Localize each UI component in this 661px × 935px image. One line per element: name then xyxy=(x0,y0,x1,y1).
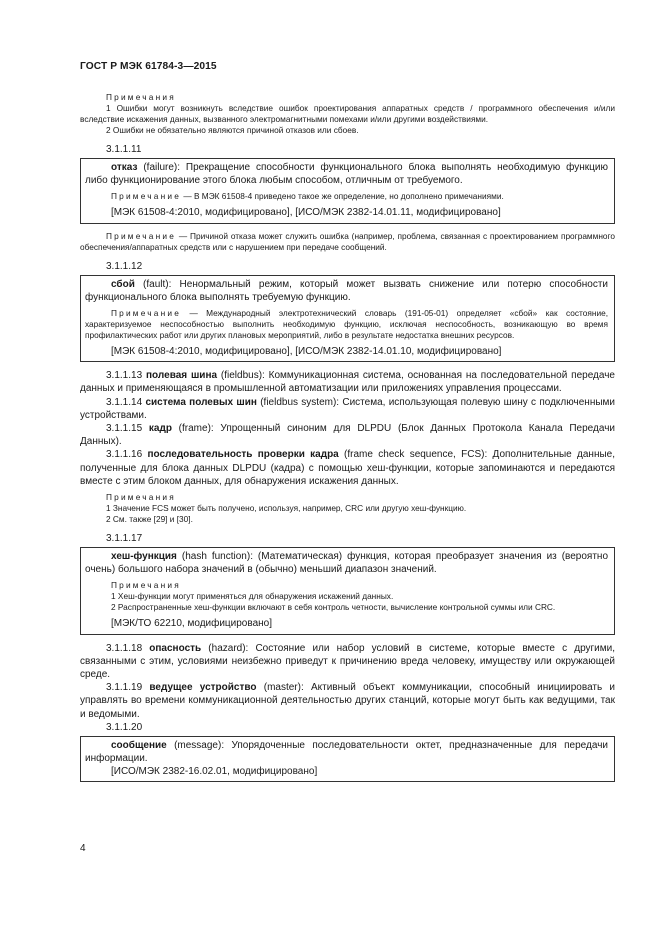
definition: (frame check sequence, FCS): Дополнительные данные, полученные для блока данных DLPDU (кадра) с помощью хеш-функции, которые запоминаются и передаются вместе с этим блоком данных, для обнаружения искажения данных. xyxy=(80,449,615,487)
term: опасность xyxy=(149,642,202,654)
term-number: 3.1.1.14 xyxy=(106,396,143,408)
note-1: 1 Хеш-функции могут применяться для обнаружения искажений данных. xyxy=(111,591,394,602)
notes-title: Примечания xyxy=(106,92,176,102)
definition-paragraph xyxy=(80,681,615,721)
source-reference: [МЭК/ТО 62210, модифицировано] xyxy=(111,618,272,630)
definition-paragraph xyxy=(80,369,615,395)
definition: (frame): Упрощенный синоним для DLPDU (Блок Данных Протокола Канала Передачи Данных). xyxy=(80,423,615,448)
definition-paragraph xyxy=(80,642,615,682)
source-reference: [МЭК 61508-4:2010, модифицировано], [ИСО/МЭК 2382-14.01.11, модифицировано] xyxy=(111,207,501,219)
note-text: — В МЭК 61508-4 приведено такое же определение, но дополнено примечаниями. xyxy=(181,191,504,202)
document-header: ГОСТ Р МЭК 61784-3—2015 xyxy=(80,61,217,72)
term: сбой xyxy=(111,278,135,290)
term: кадр xyxy=(148,423,172,435)
definition-paragraph xyxy=(80,448,615,488)
definition: (fieldbus): Коммуникационная система, основанная на последовательной передаче данных и применяющаяся в промышленной автоматизации или приложениях управления процессами. xyxy=(80,370,615,395)
definition: (failure): Прекращение способности функционального блока выполнять необходимую функцию либо функционирование этого блока любым способом, отличным от требуемого. xyxy=(85,162,608,187)
term-number: 3.1.1.17 xyxy=(106,533,143,545)
note-2: 2 Ошибки не обязательно являются причиной отказов или сбоев. xyxy=(106,125,359,135)
term-number: 3.1.1.18 xyxy=(106,642,143,654)
term-number: 3.1.1.12 xyxy=(106,260,143,272)
definition: (message): Упорядоченные последовательности октет, предназначенные для передачи информации. xyxy=(85,739,608,765)
notes-title: Примечания xyxy=(111,580,181,591)
page-number: 4 xyxy=(80,843,86,854)
term-number: 3.1.1.15 xyxy=(106,423,143,435)
note-2: 2 Распространенные хеш-функции включают в себя контроль четности, вычисление контрольной суммы или CRC. xyxy=(111,602,556,613)
note-label: Примечание xyxy=(111,308,182,319)
term-number: 3.1.1.20 xyxy=(106,721,143,733)
definition-box xyxy=(80,547,615,635)
notes-title: Примечания xyxy=(106,492,176,503)
note-label: Примечание xyxy=(106,230,177,241)
term: отказ xyxy=(111,162,138,173)
source-reference: [МЭК 61508-4:2010, модифицировано], [ИСО/МЭК 2382-14.01.10, модифицировано] xyxy=(111,346,502,358)
definition-paragraph xyxy=(80,396,615,422)
source-reference: [ИСО/МЭК 2382-16.02.01, модифицировано] xyxy=(111,766,318,778)
definition-box xyxy=(80,736,615,783)
term: система полевых шин xyxy=(145,396,257,408)
definition: (fieldbus system): Система, использующая полевую шину с подключенными устройствами. xyxy=(80,396,615,421)
definition: (fault): Ненормальный режим, который может вызвать снижение или потерю способности функционального блока выполнять требуемую функцию. xyxy=(85,278,608,303)
term-number: 3.1.1.11 xyxy=(106,144,142,155)
term: хеш-функция xyxy=(111,551,177,563)
term: сообщение xyxy=(111,739,167,751)
definition: (hash function): (Математическая) функция, которая преобразует значения из (вероятно очень) большого набора значений в (обычно) меньший диапазон значений. xyxy=(85,551,608,576)
term-number: 3.1.1.16 xyxy=(106,449,143,461)
definition-box xyxy=(80,158,615,224)
term-number: 3.1.1.13 xyxy=(106,370,143,382)
page-content xyxy=(80,92,615,785)
term: ведущее устройство xyxy=(149,682,257,694)
note-text: — Международный электротехнический словарь (191-05-01) определяет «сбой» как состояние, характеризуемое неспособностью выполнить необходимую функцию, исключая неспособность, возникающую во время профилактических работ или других плановых мероприятий, либо в результате недостатка внешних ресурсов. xyxy=(85,308,608,341)
note-1: 1 Ошибки могут возникнуть вследствие ошибок проектирования аппаратных средств / программного обеспечения и/или вследствие искажения данных, вызванного электромагнитными помехами и/или другими воздействиями. xyxy=(80,103,615,124)
definition: (hazard): Состояние или набор условий в системе, которые вместе с другими, связанными с этим, условиями неизбежно приведут к причинению вреда человеку, имуществу или окружающей среде. xyxy=(80,642,615,681)
definition-paragraph xyxy=(80,422,615,448)
term: полевая шина xyxy=(146,370,218,382)
note-1: 1 Значение FCS может быть получено, используя, например, CRC или другую хеш-функцию. xyxy=(106,503,467,514)
note-2: 2 См. также [29] и [30]. xyxy=(106,514,193,525)
note-label: Примечание xyxy=(111,191,182,202)
definition: (master): Активный объект коммуникации, способный инициировать и управлять во времени коммуникационной деятельностью других станций, которые могут быть как ведущими, так и ведомыми. xyxy=(80,682,616,720)
note-text: — Причиной отказа может служить ошибка (например, проблема, связанная с проектированием программного обеспечения/аппаратных средств или с нарушением при передаче сообщений. xyxy=(80,230,615,252)
term-number: 3.1.1.19 xyxy=(106,682,143,694)
term: последовательность проверки кадра xyxy=(147,449,339,461)
definition-box xyxy=(80,275,615,363)
